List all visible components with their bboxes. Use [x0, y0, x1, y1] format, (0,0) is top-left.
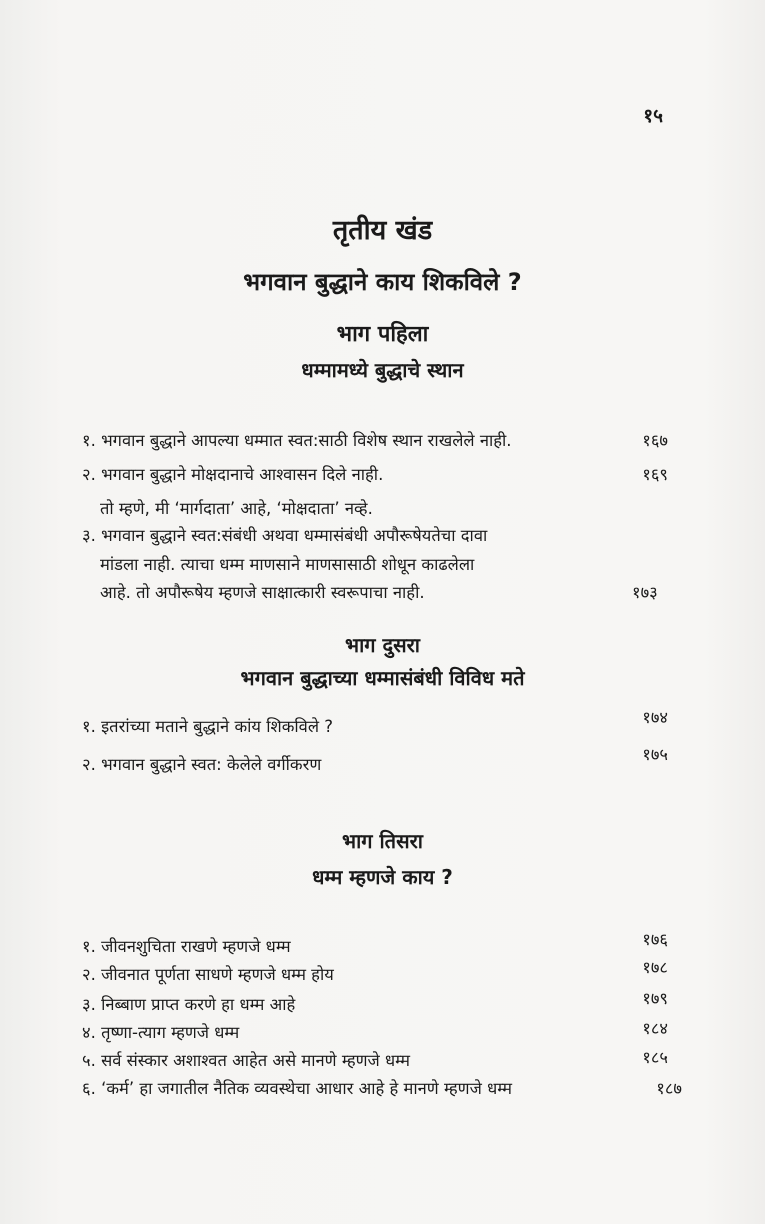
toc-entry-number: ५. [82, 1051, 96, 1070]
toc-entry [82, 745, 668, 775]
toc-entry-text: ‘कर्म’ हा जगातील नैतिक व्यवस्थेचा आधार आहे हे मानणे म्हणजे धम्म [101, 1079, 513, 1098]
toc-entry-number: ६. [82, 1079, 96, 1098]
part3-subtitle: धम्म म्हणजे काय ? [312, 865, 453, 889]
toc-entry-number: १. [82, 717, 96, 736]
toc-entry-continuation: आहे. तो अपौरूषेय म्हणजे साक्षात्कारी स्वरूपाचा नाही. [100, 583, 425, 602]
toc-entry-number: ४. [82, 1023, 96, 1042]
toc-entry-page: १७६ [642, 930, 668, 949]
toc-entry-number: २. [82, 465, 96, 484]
toc-entry-page: १७३ [632, 583, 658, 602]
toc-entry-page: १८४ [642, 1019, 668, 1038]
toc-entry-page: १८७ [656, 1079, 682, 1098]
toc-entry [82, 1076, 682, 1099]
khand-title: तृतीय खंड [332, 215, 433, 246]
part3-title: भाग तिसरा [342, 829, 423, 853]
toc-entry-number: २. [82, 755, 96, 774]
toc-entry-number: २. [82, 965, 96, 984]
toc-entry [82, 428, 668, 451]
toc-entry-text: भगवान बुद्धाने स्वत:संबंधी अथवा धम्मासंबंधी अपौरूषेयतेचा दावा [101, 526, 488, 545]
toc-entry-page: १७९ [642, 989, 668, 1008]
toc-entry-number: १. [82, 431, 96, 450]
toc-entry-text: भगवान बुद्धाने आपल्या धम्मात स्वत:साठी विशेष स्थान राखलेले नाही. [101, 431, 512, 450]
toc-entry [82, 708, 668, 737]
section-title: भगवान बुद्धाने काय शिकविले ? [243, 268, 522, 296]
part1-subtitle: धम्मामध्ये बुद्धाचे स्थान [301, 358, 464, 382]
toc-entry-text: भगवान बुद्धाने मोक्षदानाचे आश्वासन दिले नाही. [101, 465, 384, 484]
toc-entry [82, 1020, 668, 1043]
toc-entry [82, 958, 668, 985]
toc-entry [82, 930, 668, 957]
toc-entry-page: १८५ [642, 1048, 668, 1067]
page-number: १५ [643, 105, 663, 127]
part2-subtitle: भगवान बुद्धाच्या धम्मासंबंधी विविध मते [240, 666, 525, 690]
toc-entry-text: जीवनात पूर्णता साधणे म्हणजे धम्म होय [101, 965, 334, 984]
toc-entry-text: तृष्णा-त्याग म्हणजे धम्म [101, 1023, 240, 1042]
toc-entry-page: १७८ [642, 958, 668, 977]
toc-entry [82, 462, 668, 485]
toc-entry-text: जीवनशुचिता राखणे म्हणजे धम्म [101, 937, 291, 956]
part2-title: भाग दुसरा [345, 633, 420, 657]
toc-entry [82, 1048, 668, 1071]
toc-entry-page: १६९ [642, 465, 668, 484]
toc-entry [82, 989, 668, 1015]
toc-entry-text: भगवान बुद्धाने स्वत: केलेले वर्गीकरण [101, 755, 322, 774]
toc-entry-text: सर्व संस्कार अशाश्वत आहेत असे मानणे म्हणजे धम्म [101, 1051, 410, 1070]
toc-entry-text: इतरांच्या मताने बुद्धाने कांय शिकविले ? [101, 717, 334, 736]
toc-entry-number: ३. [82, 526, 96, 545]
toc-entry-page: १७४ [642, 708, 668, 727]
toc-entry-page: १७५ [642, 745, 668, 764]
toc-entry [82, 523, 668, 546]
part1-title: भाग पहिला [336, 322, 429, 347]
toc-entry-continuation: मांडला नाही. त्याचा धम्म माणसाने माणसासाठी शोधून काढलेला [100, 555, 475, 574]
toc-entry-number: १. [82, 937, 96, 956]
bleed-through-decoration [70, 300, 75, 318]
toc-entry-text: निब्बाण प्राप्त करणे हा धम्म आहे [101, 995, 296, 1014]
toc-entry-continuation: तो म्हणे, मी ‘मार्गदाता’ आहे, ‘मोक्षदाता’ नव्हे. [100, 499, 373, 518]
toc-entry-number: ३. [82, 995, 96, 1014]
toc-entry-page: १६७ [642, 431, 668, 450]
